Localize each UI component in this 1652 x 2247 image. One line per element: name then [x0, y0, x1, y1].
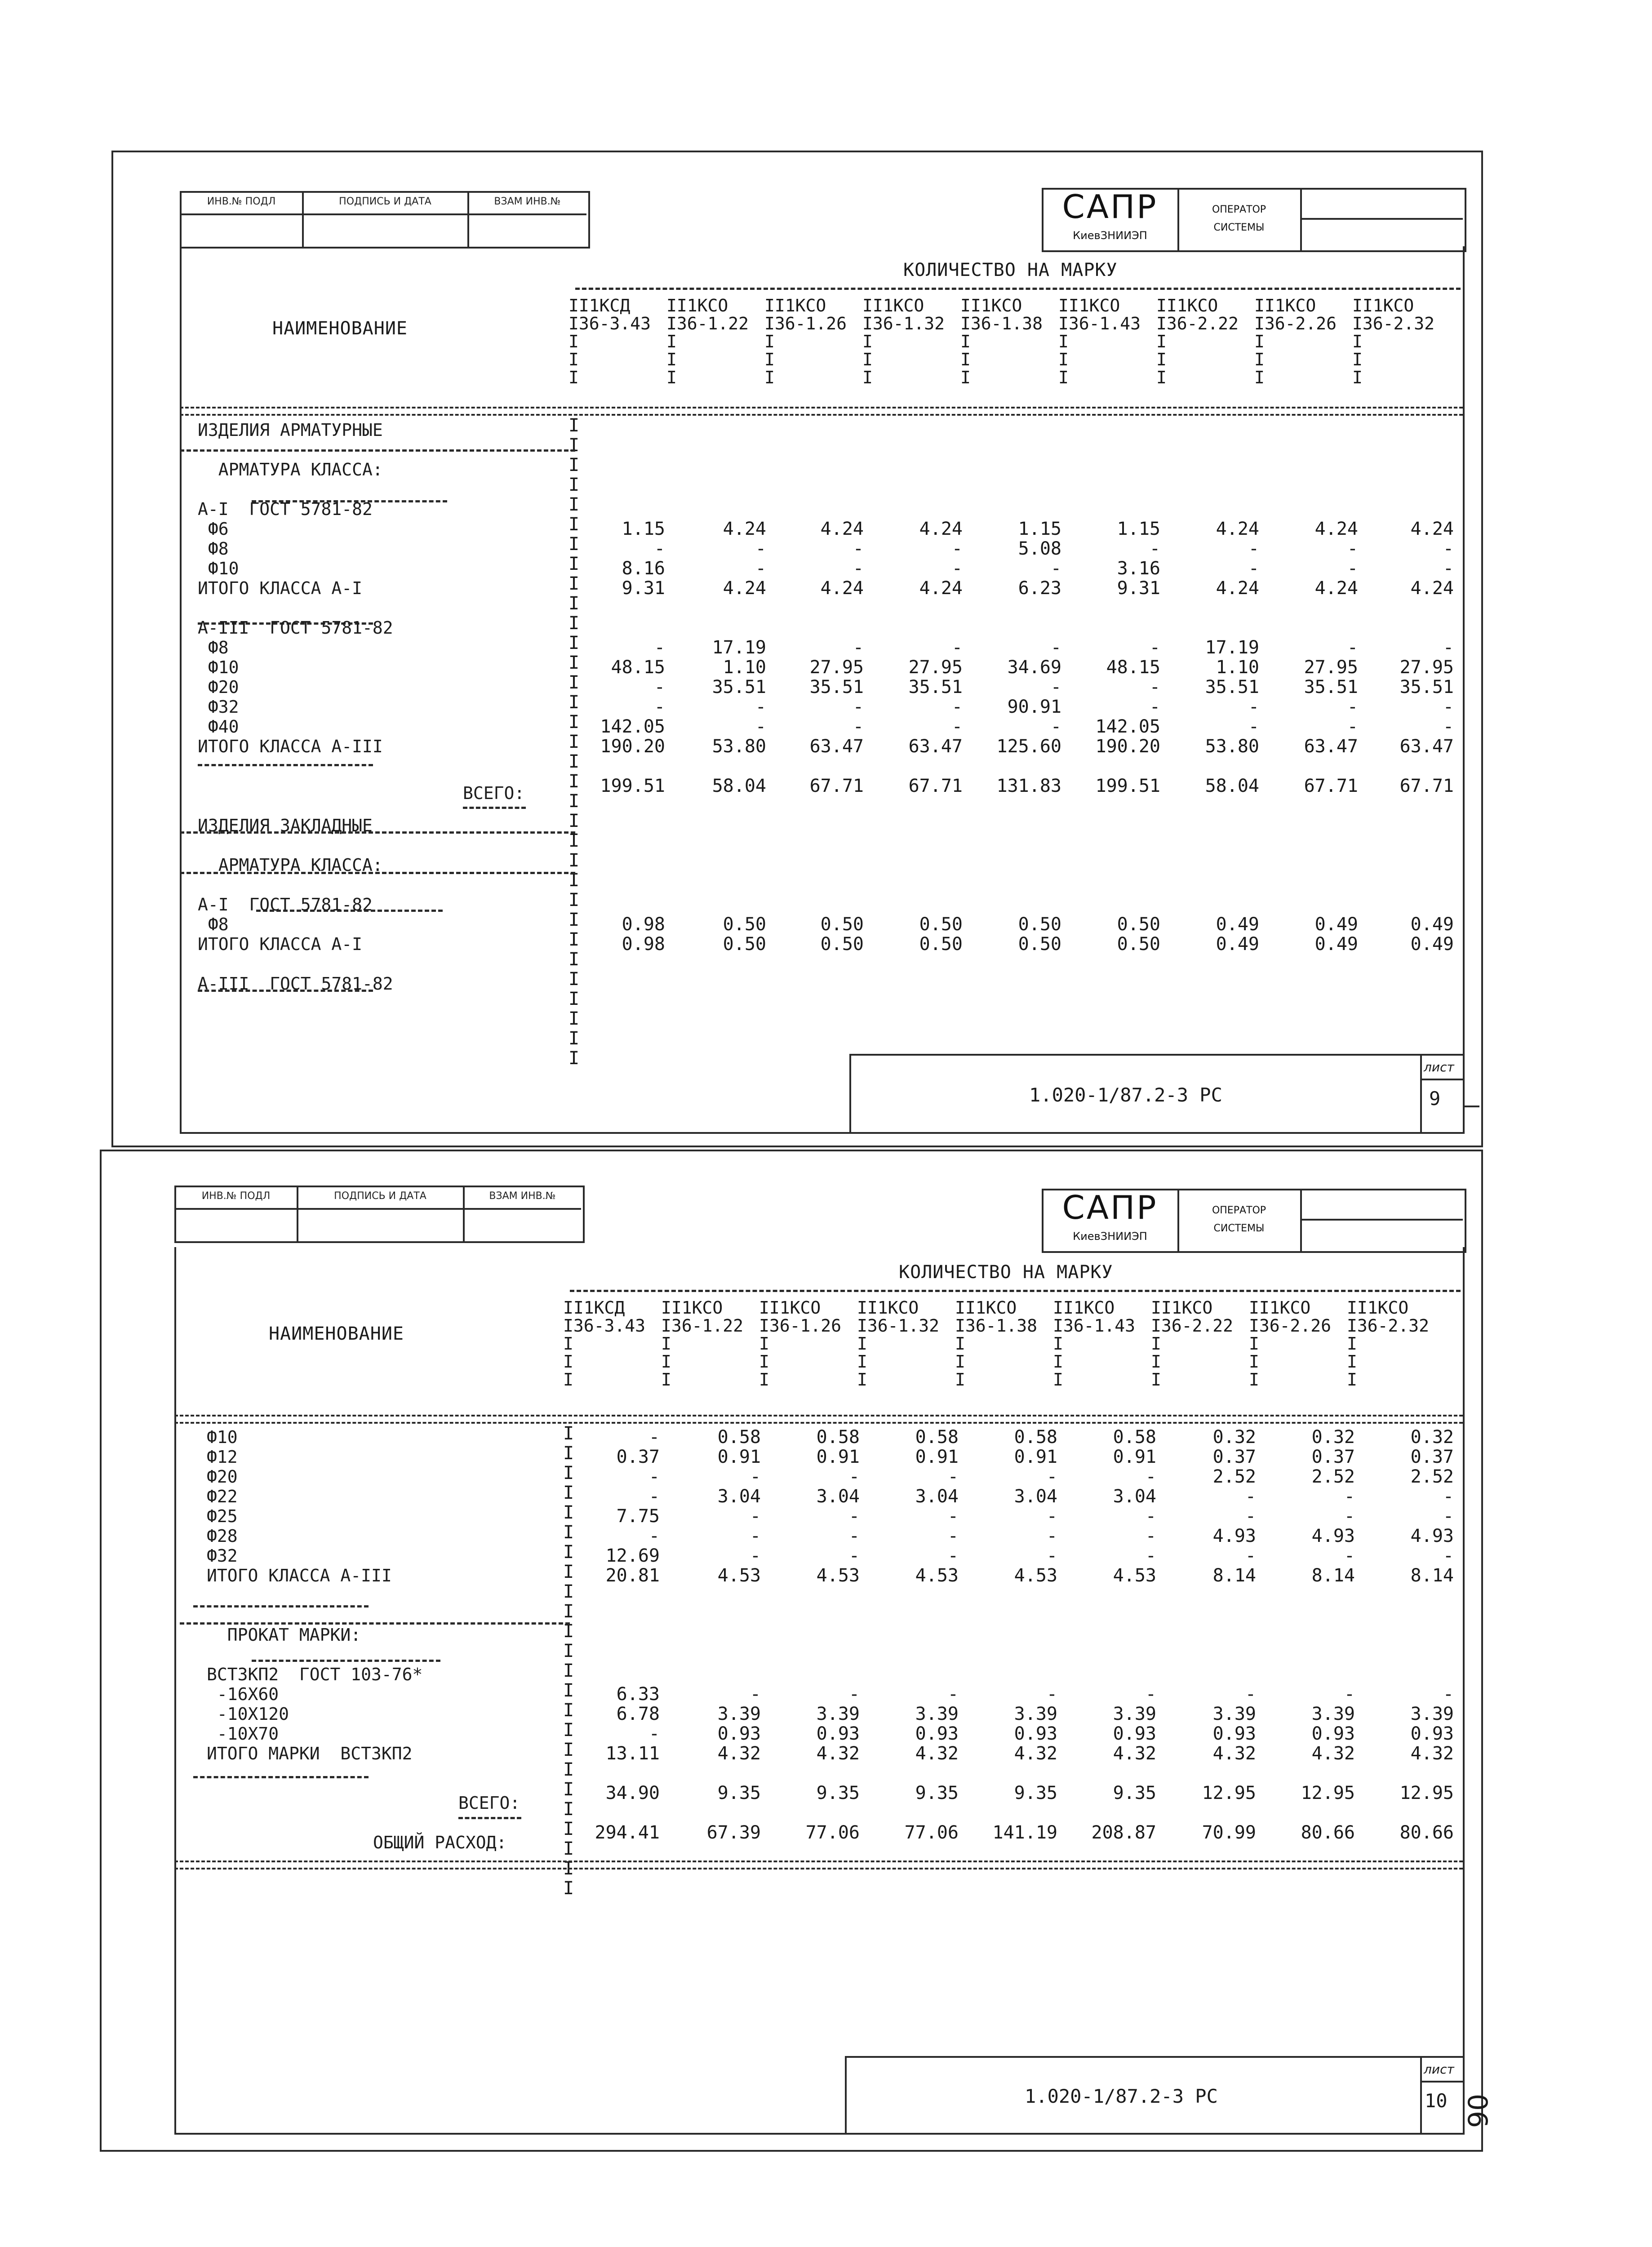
- mark-header: II1КСО I36-1.32 I I I: [862, 296, 945, 387]
- operator-label: ОПЕРАТОР: [1212, 204, 1266, 215]
- mark-col-4: 0.58 0.91 - 3.04 - - - 4.53 - 3.39 0.93 4.32 9.35 77.06: [904, 1427, 959, 1843]
- mark-header: II1КСО I36-1.38 I I I: [960, 296, 1043, 387]
- mark-header: II1КСО I36-1.43 I I I: [1053, 1298, 1136, 1390]
- mark-header: II1КСО I36-2.32 I I I: [1347, 1298, 1430, 1390]
- mark-col-3: 0.58 0.91 - 3.04 - - - 4.53 - 3.39 0.93 4.32 9.35 77.06: [805, 1427, 860, 1843]
- mark-col-1: - 0.37 - - 7.75 - 12.69 20.81 6.33 6.78 - 13.11 34.90 294.41: [595, 1427, 660, 1843]
- sign-label: ПОДПИСЬ И ДАТА: [334, 1190, 426, 1202]
- row-labels: Ф10 Ф12 Ф20 Ф22 Ф25 Ф28 Ф32 ИТОГО КЛАССА А-III ПРОКАТ МАРКИ: ВСТ3КП2 ГОСТ 103-76* -16Х60 -10Х120 -10Х70 ИТОГО МАРКИ ВСТ3КП2: [207, 1427, 423, 1763]
- mark-header: II1КСО I36-1.32 I I I: [857, 1298, 940, 1390]
- header-divider: [174, 1415, 1463, 1424]
- vzam-label: ВЗАМ ИНВ.№: [494, 196, 561, 207]
- mark-header: II1КСО I36-2.22 I I I: [1156, 296, 1239, 387]
- mark-header: II1КСО I36-2.22 I I I: [1151, 1298, 1234, 1390]
- mark-col-3: 4.24 - - 4.24 - 27.95 35.51 - - 63.47 67.71 0.50 0.50: [809, 519, 864, 955]
- grand-total-label: ОБЩИЙ РАСХОД:: [373, 1833, 507, 1852]
- mark-col-5: 0.58 0.91 - 3.04 - - - 4.53 - 3.39 0.93 4.32 9.35 141.19: [992, 1427, 1057, 1843]
- mark-col-9: 0.32 0.37 2.52 - - 4.93 - 8.14 - 3.39 0.93 4.32 12.95 80.66: [1399, 1427, 1454, 1843]
- sheet-number: 10: [1425, 2090, 1448, 2112]
- sapr-label: САПР: [1062, 188, 1158, 226]
- mark-header: II1КСД I36-3.43 I I I: [563, 1298, 646, 1390]
- mark-col-9: 4.24 - - 4.24 - 27.95 35.51 - - 63.47 67.71 0.49 0.49: [1399, 519, 1454, 955]
- vzam-label: ВЗАМ ИНВ.№: [489, 1190, 556, 1202]
- inv-label: ИНВ.№ ПОДЛ: [207, 196, 276, 207]
- mark-header: II1КСО I36-2.26 I I I: [1254, 296, 1337, 387]
- name-header: НАИМЕНОВАНИЕ: [269, 1323, 404, 1344]
- mark-col-4: 4.24 - - 4.24 - 27.95 35.51 - - 63.47 67.71 0.50 0.50: [908, 519, 963, 955]
- mark-col-7: 4.24 - - 4.24 17.19 1.10 35.51 - - 53.80 58.04 0.49 0.49: [1205, 519, 1259, 955]
- mark-header: II1КСО I36-1.38 I I I: [955, 1298, 1038, 1390]
- page-number: 90: [1463, 2093, 1495, 2128]
- header-divider: [180, 407, 1463, 416]
- mark-header: II1КСО I36-1.22 I I I: [661, 1298, 744, 1390]
- separator-column: I I I I I I I I I I I I I I I I I I I I I I I I I I I I I I I I I: [568, 415, 580, 1069]
- total-label: ВСЕГО:: [458, 1793, 520, 1813]
- sheet-label: лист: [1424, 1060, 1454, 1075]
- sapr-label: САПР: [1062, 1189, 1158, 1226]
- mark-col-8: 0.32 0.37 2.52 - - 4.93 - 8.14 - 3.39 0.93 4.32 12.95 80.66: [1301, 1427, 1355, 1843]
- org-label: КиевЗНИИЭП: [1073, 229, 1147, 242]
- mark-col-6: 0.58 0.91 - 3.04 - - - 4.53 - 3.39 0.93 4.32 9.35 208.87: [1091, 1427, 1156, 1843]
- operator-label: ОПЕРАТОР: [1212, 1205, 1266, 1216]
- mark-col-2: 4.24 - - 4.24 17.19 1.10 35.51 - - 53.80 58.04 0.50 0.50: [712, 519, 766, 955]
- mark-col-1: 1.15 - 8.16 9.31 - 48.15 - - 142.05 190.20 199.51 0.98 0.98: [600, 519, 665, 955]
- total-label: ВСЕГО:: [463, 783, 525, 803]
- separator-column: I I I I I I I I I I I I I I I I I I I I I I I I: [563, 1423, 574, 1899]
- sheet-number: 9: [1429, 1088, 1441, 1110]
- qty-header: КОЛИЧЕСТВО НА МАРКУ: [899, 1262, 1113, 1283]
- mark-header: II1КСД I36-3.43 I I I: [568, 296, 651, 387]
- operator-label-2: СИСТЕМЫ: [1213, 1223, 1265, 1234]
- mark-col-5: 1.15 5.08 - 6.23 - 34.69 - 90.91 - 125.60 131.83 0.50 0.50: [996, 519, 1061, 955]
- mark-col-7: 0.32 0.37 2.52 - - 4.93 - 8.14 - 3.39 0.93 4.32 12.95 70.99: [1202, 1427, 1256, 1843]
- operator-label-2: СИСТЕМЫ: [1213, 222, 1265, 233]
- mark-header: II1КСО I36-1.26 I I I: [759, 1298, 842, 1390]
- footer-divider: [174, 1861, 1463, 1870]
- mark-col-8: 4.24 - - 4.24 - 27.95 35.51 - - 63.47 67.71 0.49 0.49: [1304, 519, 1358, 955]
- mark-col-2: 0.58 0.91 - 3.04 - - - 4.53 - 3.39 0.93 4.32 9.35 67.39: [706, 1427, 761, 1843]
- sheet-label: лист: [1424, 2062, 1454, 2077]
- qty-header: КОЛИЧЕСТВО НА МАРКУ: [903, 260, 1118, 280]
- name-header: НАИМЕНОВАНИЕ: [272, 318, 408, 339]
- mark-header: II1КСО I36-1.26 I I I: [764, 296, 847, 387]
- mark-header: II1КСО I36-1.22 I I I: [666, 296, 749, 387]
- mark-header: II1КСО I36-2.32 I I I: [1352, 296, 1435, 387]
- mark-header: II1КСО I36-2.26 I I I: [1249, 1298, 1332, 1390]
- doc-number: 1.020-1/87.2-3 РС: [1029, 1084, 1222, 1106]
- doc-number: 1.020-1/87.2-3 РС: [1025, 2085, 1218, 2107]
- row-labels: ИЗДЕЛИЯ АРМАТУРНЫЕ АРМАТУРА КЛАССА: А-I ГОСТ 5781-82 Ф6 Ф8 Ф10 ИТОГО КЛАССА А-I А-III ГОСТ 5781-82 Ф8 Ф10 Ф20 Ф32 Ф40 ИТОГО КЛАССА А-III ИЗДЕЛИЯ ЗАКЛАДНЫЕ АРМАТУРА КЛАССА: А-I ГОСТ 5781-82 Ф8 ИТОГО КЛАССА А-I А-III ГОСТ 5781-82: [198, 420, 393, 994]
- org-label: КиевЗНИИЭП: [1073, 1230, 1147, 1243]
- mark-header: II1КСО I36-1.43 I I I: [1058, 296, 1141, 387]
- inv-label: ИНВ.№ ПОДЛ: [201, 1190, 271, 1202]
- mark-col-6: 1.15 - 3.16 9.31 - 48.15 - - 142.05 190.20 199.51 0.50 0.50: [1095, 519, 1160, 955]
- sign-label: ПОДПИСЬ И ДАТА: [339, 196, 431, 207]
